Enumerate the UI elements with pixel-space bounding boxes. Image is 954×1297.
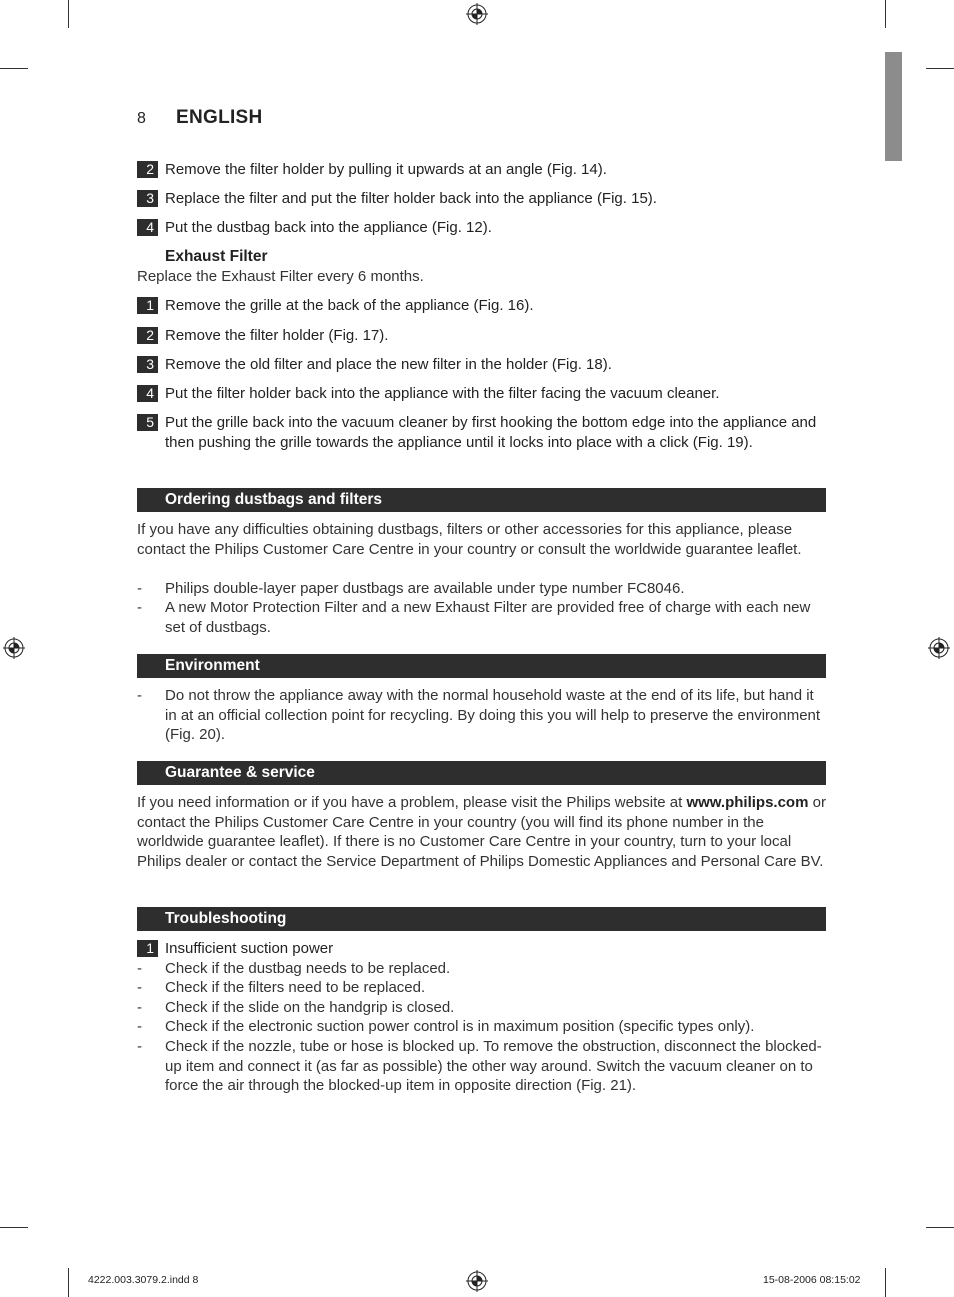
registration-mark-icon (466, 3, 488, 25)
crop-mark (68, 0, 69, 28)
step-item (137, 296, 827, 316)
list-item-text: Philips double-layer paper dustbags are available under type number FC8046. (165, 580, 685, 597)
bullet-dash: - (137, 999, 142, 1016)
bullet-dash: - (137, 580, 142, 597)
step-number: 4 (137, 385, 158, 402)
list-item (137, 998, 827, 1018)
crop-mark (926, 1227, 954, 1228)
step-text: Put the grille back into the vacuum cleaner by first hooking the bottom edge into the appliance and then pushing the grille towards the appliance until it locks into place with a click (Fig. 19). (165, 414, 817, 451)
step-number: 1 (137, 297, 158, 314)
step-item (137, 160, 827, 180)
guarantee-text (137, 793, 827, 871)
step-number: 1 (137, 940, 158, 957)
step-number: 2 (137, 327, 158, 344)
list-item-text: A new Motor Protection Filter and a new Exhaust Filter are provided free of charge with each new set of dustbags. (165, 599, 811, 636)
guarantee-text-end: or contact the Philips Customer Care Centre in your country (you will find its phone number in the worldwide guarantee leaflet). If there is no Customer Care Centre in your country, turn to your local Philips dealer or contact the Service Department of Philips Domestic Appliances and Personal Care BV. (137, 794, 826, 870)
bullet-dash: - (137, 1018, 142, 1035)
section-heading-troubleshooting: Troubleshooting (137, 907, 826, 931)
step-text: Replace the filter and put the filter holder back into the appliance (Fig. 15). (165, 190, 657, 207)
list-item-text: Check if the electronic suction power control is in maximum position (specific types only). (165, 1018, 755, 1035)
step-item (137, 326, 827, 346)
list-item (137, 1017, 827, 1037)
registration-mark-icon (466, 1270, 488, 1292)
step-item (137, 413, 827, 452)
bullet-dash: - (137, 687, 142, 704)
list-item (137, 1037, 827, 1096)
step-text: Remove the grille at the back of the appliance (Fig. 16). (165, 297, 534, 314)
bullet-dash: - (137, 960, 142, 977)
step-text: Put the filter holder back into the appliance with the filter facing the vacuum cleaner. (165, 385, 720, 402)
step-number: 5 (137, 414, 158, 431)
list-item (137, 598, 827, 637)
registration-mark-icon (3, 637, 25, 659)
bullet-dash: - (137, 599, 142, 616)
bullet-dash: - (137, 1038, 142, 1055)
list-item (137, 686, 827, 745)
section-heading-guarantee: Guarantee & service (137, 761, 826, 785)
crop-mark (0, 68, 28, 69)
problem-item (137, 939, 827, 959)
crop-mark (926, 68, 954, 69)
guarantee-text-start: If you need information or if you have a problem, please visit the Philips website at (137, 794, 687, 811)
list-item-text: Check if the slide on the handgrip is closed. (165, 999, 455, 1016)
list-item (137, 978, 827, 998)
list-item-text: Do not throw the appliance away with the normal household waste at the end of its life, but hand it in at an official collection point for recycling. By doing this you will help to preserve the environment (Fig. 20). (165, 687, 821, 743)
step-number: 3 (137, 190, 158, 207)
step-item (137, 189, 827, 209)
step-number: 4 (137, 219, 158, 236)
step-text: Remove the old filter and place the new filter in the holder (Fig. 18). (165, 356, 612, 373)
step-text: Put the dustbag back into the appliance (Fig. 12). (165, 219, 492, 236)
section-heading-environment: Environment (137, 654, 826, 678)
subheading-exhaust-filter: Exhaust Filter (165, 248, 268, 265)
step-item (137, 355, 827, 375)
crop-mark (885, 0, 886, 28)
step-item (137, 384, 827, 404)
page-number: 8 (137, 110, 146, 127)
list-item-text: Check if the nozzle, tube or hose is blocked up. To remove the obstruction, disconnect the blocked-up item and connect it (as far as possible) the other way around. Switch the vacuum cleaner on to force the air through the blocked-up item in opposite direction (Fig. 21). (165, 1038, 822, 1094)
footer-file-info: 4222.003.3079.2.indd 8 (88, 1274, 199, 1286)
list-item-text: Check if the dustbag needs to be replaced. (165, 960, 451, 977)
problem-text: Insufficient suction power (165, 940, 334, 957)
list-item (137, 579, 827, 599)
footer-date: 15-08-2006 08:15:02 (763, 1274, 861, 1286)
language-tab-marker (885, 52, 902, 161)
crop-mark (885, 1268, 886, 1297)
step-text: Remove the filter holder (Fig. 17). (165, 327, 389, 344)
step-text: Remove the filter holder by pulling it upwards at an angle (Fig. 14). (165, 161, 607, 178)
step-number: 2 (137, 161, 158, 178)
registration-mark-icon (928, 637, 950, 659)
crop-mark (68, 1268, 69, 1297)
step-item (137, 218, 827, 238)
step-number: 3 (137, 356, 158, 373)
bullet-dash: - (137, 979, 142, 996)
ordering-intro: If you have any difficulties obtaining dustbags, filters or other accessories for this appliance, please contact the Philips Customer Care Centre in your country or consult the worldwide guarantee leaflet. (137, 521, 802, 558)
language-heading: ENGLISH (176, 107, 263, 128)
section-heading-ordering: Ordering dustbags and filters (137, 488, 826, 512)
exhaust-intro: Replace the Exhaust Filter every 6 months. (137, 268, 424, 285)
list-item (137, 959, 827, 979)
list-item-text: Check if the filters need to be replaced. (165, 979, 426, 996)
website-link[interactable]: www.philips.com (686, 794, 809, 811)
crop-mark (0, 1227, 28, 1228)
